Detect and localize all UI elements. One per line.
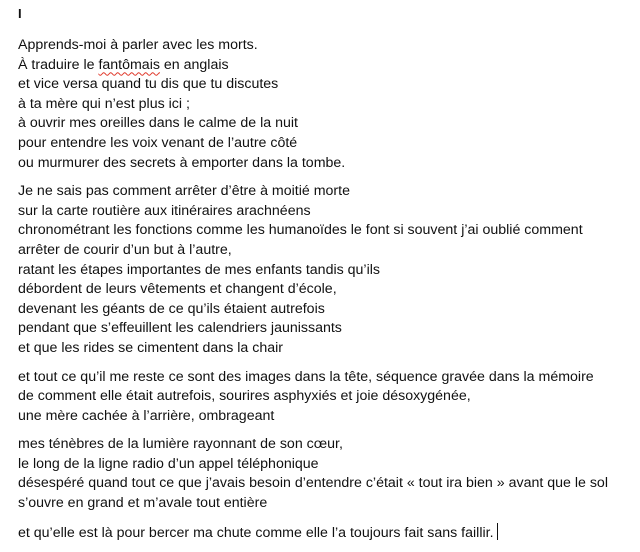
poem-line: devenant les géants de ce qu’ils étaient autrefois (18, 300, 325, 317)
misspelled-word[interactable]: fantômais (98, 56, 160, 73)
poem-line: pendant que s’effeuillent les calendriers jaunissants (18, 320, 342, 337)
stanza-3 (18, 368, 628, 427)
section-title: I (18, 6, 22, 21)
poem-line: à ta mère qui n’est plus ici ; (18, 95, 190, 112)
text-cursor (497, 523, 498, 540)
document-body[interactable] (18, 6, 628, 552)
poem-line: pour entendre les voix venant de l’autre côté (18, 134, 298, 151)
poem-line: sur la carte routière aux itinéraires arachnéens (18, 202, 311, 219)
poem-line: à ouvrir mes oreilles dans le calme de la nuit (18, 115, 298, 132)
stanza-4 (18, 435, 628, 513)
stanza-5 (18, 523, 628, 544)
line-text-after: en anglais (159, 56, 229, 73)
poem-line: mes ténèbres de la lumière rayonnant de son cœur, (18, 436, 343, 453)
poem-line: arrêter de courir d’un but à l’autre, (18, 241, 232, 258)
poem-line: et vice versa quand tu dis que tu discutes (18, 76, 279, 93)
line-text-before: À traduire le (18, 56, 99, 73)
stanza-1 (18, 36, 628, 173)
poem-line (18, 523, 628, 544)
poem-line: Apprends-moi à parler avec les morts. (18, 37, 258, 53)
poem-line: ou murmurer des secrets à emporter dans la tombe. (18, 154, 346, 171)
poem-line: une mère cachée à l’arrière, ombrageant (18, 407, 275, 424)
poem-line: chronométrant les fonctions comme les humanoïdes le font si souvent j’ai oublié comment (18, 222, 583, 239)
poem-line: s’ouvre en grand et m’avale tout entière (18, 495, 268, 512)
stanza-2 (18, 182, 628, 358)
poem-line: désespéré quand tout ce que j’avais besoin d’entendre c’était « tout ira bien » avant que le sol (18, 475, 608, 492)
poem-line: ratant les étapes importantes de mes enfants tandis qu’ils (18, 261, 380, 278)
poem-line: le long de la ligne radio d’un appel téléphonique (18, 455, 319, 472)
poem-line: Je ne sais pas comment arrêter d’être à moitié morte (18, 183, 350, 200)
poem-line: et que les rides se cimentent dans la chair (18, 339, 283, 356)
poem-line: et tout ce qu’il me reste ce sont des images dans la tête, séquence gravée dans la mémoire (18, 368, 594, 385)
poem-line (18, 56, 628, 76)
poem-line: de comment elle était autrefois, sourires asphyxiés et joie désoxygénée, (18, 388, 471, 405)
last-line-text: et qu’elle est là pour bercer ma chute comme elle l’a toujours fait sans faillir. (18, 524, 494, 541)
poem-line: débordent de leurs vêtements et changent d’école, (18, 281, 337, 298)
